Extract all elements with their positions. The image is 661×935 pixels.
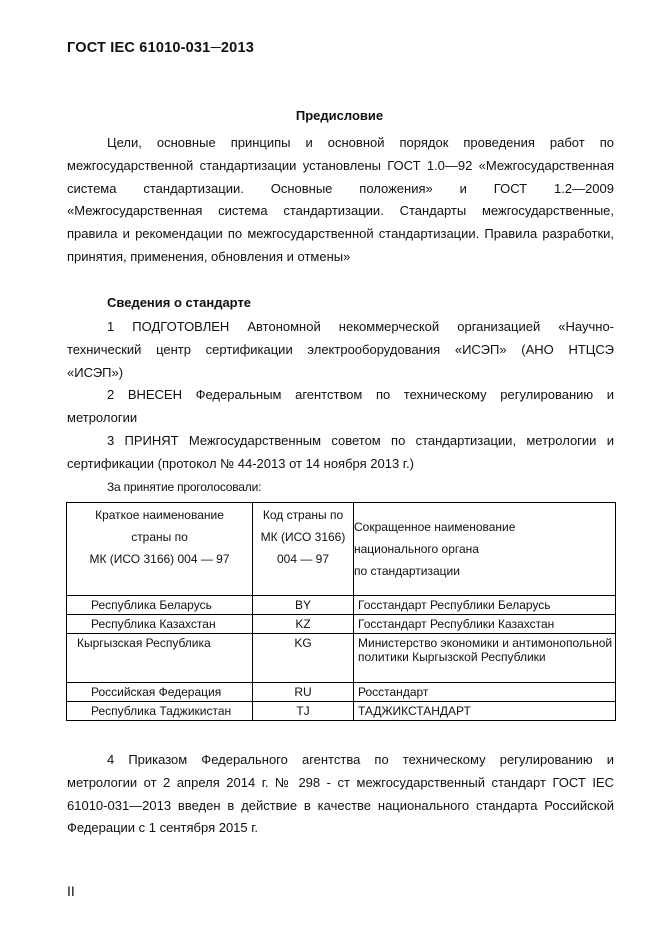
document-title: ГОСТ IEC 61010-031─2013 (67, 40, 254, 56)
standard-info-heading: Сведения о стандарте (107, 295, 252, 310)
foreword-paragraph (67, 132, 614, 269)
table-header-row (67, 503, 616, 596)
header-country-code: Код страны по МК (ИСО 3166) 004 — 97 (253, 503, 354, 596)
body-cell: Госстандарт Республики Беларусь (354, 596, 616, 615)
table-row (67, 683, 616, 702)
item-3-paragraph (67, 430, 614, 476)
foreword-line: Цели, основные принципы и основной порядок проведения работ по (107, 135, 614, 150)
body-cell: Министерство экономики и антимонопольной политики Кыргызской Республики (354, 634, 616, 683)
foreword-line: принятия, применения, обновления и отмены» (67, 248, 351, 264)
voting-table (66, 502, 616, 721)
foreword-line: правила и рекомендации по межгосударственной стандартизации. Правила разработки, (67, 226, 614, 242)
foreword-line: межгосударственной стандартизации установлены ГОСТ 1.0—92 «Межгосударственная (67, 157, 614, 173)
code-cell: TJ (253, 702, 354, 721)
voted-label: За принятие проголосовали: (107, 480, 262, 494)
item-2-line: метрологии (67, 409, 138, 425)
table-row (67, 702, 616, 721)
body-cell: Росстандарт (354, 683, 616, 702)
foreword-line: система стандартизации. Основные положения» и ГОСТ 1.2—2009 (67, 180, 614, 196)
item-2-line: 2 ВНЕСЕН Федеральным агентством по техническому регулированию и (107, 387, 614, 402)
item-1-line: технический центр сертификации электрооборудования «ИСЭП» (АНО НТЦСЭ (67, 341, 614, 357)
item-4-paragraph (67, 749, 614, 840)
item-2-paragraph (67, 384, 614, 430)
item-4-line: Федерации с 1 сентября 2015 г. (67, 820, 259, 836)
foreword-line: «Межгосударственная система стандартизации. Стандарты межгосударственные, (67, 203, 614, 219)
item-3-line: сертификации (протокол № 44-2013 от 14 ноября 2013 г.) (67, 455, 414, 471)
body-cell: ТАДЖИКСТАНДАРТ (354, 702, 616, 721)
country-cell: Российская Федерация (67, 683, 253, 702)
table-row (67, 596, 616, 615)
table-row (67, 615, 616, 634)
header-national-body: Сокращенное наименование национального органа по стандартизации (354, 503, 616, 596)
country-cell: Республика Беларусь (67, 596, 253, 615)
foreword-heading: Предисловие (295, 108, 384, 123)
code-cell: BY (253, 596, 354, 615)
country-cell: Республика Казахстан (67, 615, 253, 634)
item-3-line: 3 ПРИНЯТ Межгосударственным советом по стандартизации, метрологии и (107, 433, 614, 448)
item-4-line: метрологии от 2 апреля 2014 г. № 298 - ст межгосударственный стандарт ГОСТ IEC (67, 774, 614, 790)
country-cell: Кыргызская Республика (67, 634, 253, 683)
header-country-name: Краткое наименование страны по МК (ИСО 3166) 004 — 97 (67, 503, 253, 596)
item-4-line: 4 Приказом Федерального агентства по техническому регулированию и (107, 752, 614, 767)
item-1-line: 1 ПОДГОТОВЛЕН Автономной некоммерческой организацией «Научно- (107, 319, 614, 334)
table-row (67, 634, 616, 683)
code-cell: KG (253, 634, 354, 683)
item-1-paragraph (67, 316, 614, 384)
item-1-line: «ИСЭП») (67, 364, 124, 380)
page-number: II (67, 883, 75, 899)
item-4-line: 61010-031—2013 введен в действие в качестве национального стандарта Российской (67, 797, 614, 813)
body-cell: Госстандарт Республики Казахстан (354, 615, 616, 634)
country-cell: Республика Таджикистан (67, 702, 253, 721)
code-cell: RU (253, 683, 354, 702)
code-cell: KZ (253, 615, 354, 634)
